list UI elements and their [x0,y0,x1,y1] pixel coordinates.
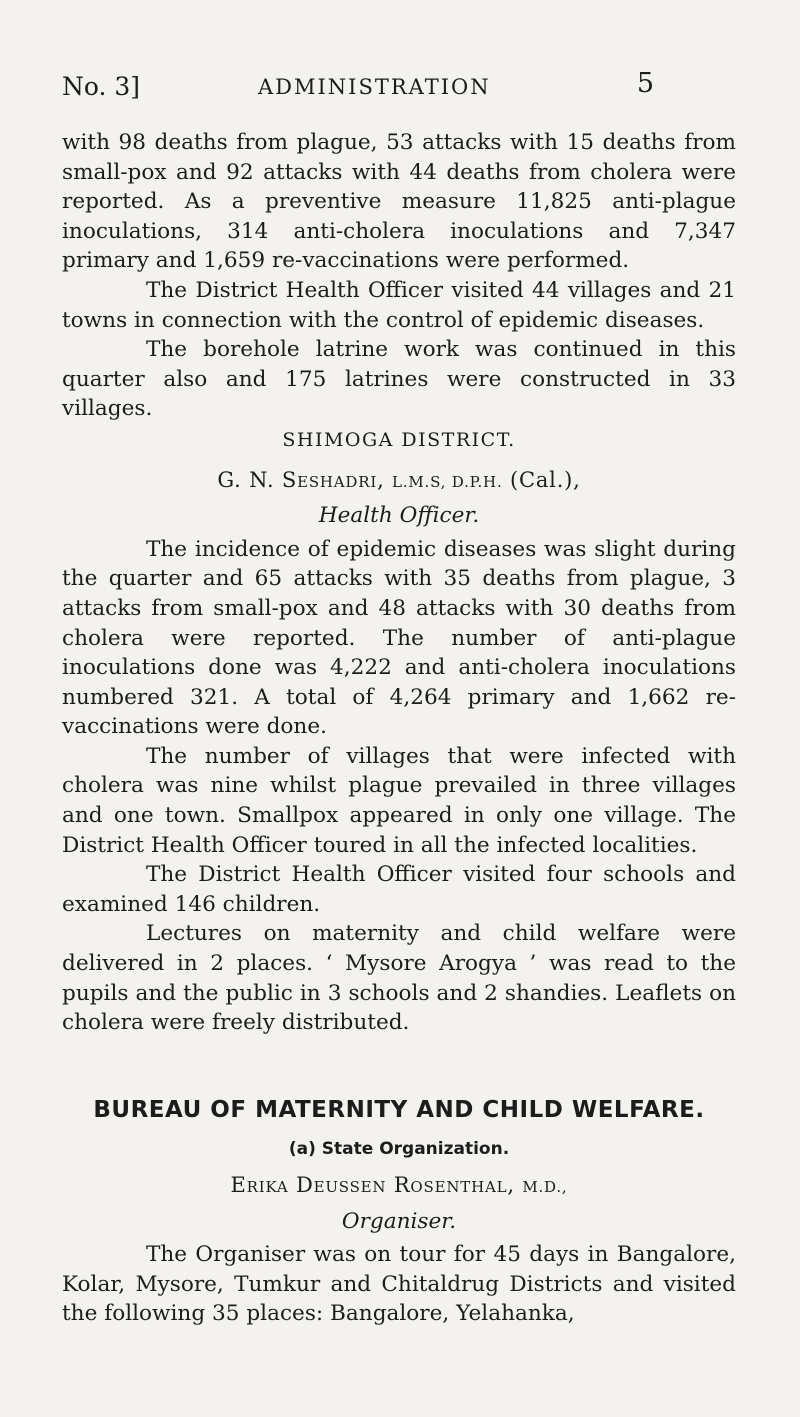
organiser-role: Organiser. [341,1208,457,1234]
officer-name: G. N. Seshadri, [217,467,385,492]
officer-name-line [62,466,736,498]
officer-suffix: (Cal.), [510,467,581,492]
header-title: ADMINISTRATION [258,75,491,99]
organiser-name-line [62,1171,736,1203]
paragraph: The Organiser was on tour for 45 days in Bangalore, Kolar, Mysore, Tumkur and Chitaldrug Districts and visited the following 35 places: Bangalore, Yelahanka, [62,1242,736,1327]
paragraph: The incidence of epidemic diseases was slight during the quarter and 65 attacks with 35 deaths from plague, 3 attacks from small-pox and 48 attacks with 30 deaths from cholera were reported. The number of anti-plague inoculations done was 4,222 and anti-cholera inoculations numbered 321. A total of 4,264 primary and 1,662 re-vaccinations were done. [62,536,736,740]
bureau-subheading: (a) State Organization. [288,1139,510,1160]
paragraph: with 98 deaths from plague, 53 attacks with 15 deaths from small-pox and 92 attacks with 44 deaths from cholera were reported. As a preventive measure 11,825 anti-plague inoculations, 314 anti-cholera inoculations and 7,347 primary and 1,659 re-vaccinations were performed. [62,130,736,274]
paragraph: The number of villages that were infected with cholera was nine whilst plague prevailed in three villages and one town. Smallpox appeared in only one village. The District Health Officer toured in all the infected localities. [62,743,736,858]
paragraph: Lectures on maternity and child welfare were delivered in 2 places. ‘ Mysore Arogya ’ was read to the pupils and the public in 3 schools and 2 shandies. Leaflets on cholera were freely distributed. [62,921,736,1036]
section-heading-shimoga: SHIMOGA DISTRICT. [282,428,516,451]
paragraph: The District Health Officer visited 44 villages and 21 towns in connection with the control of epidemic diseases. [62,277,736,333]
bureau-heading: BUREAU OF MATERNITY AND CHILD WELFARE. [93,1096,705,1123]
officer-role: Health Officer. [318,503,480,529]
page-body [62,128,736,1329]
officer-degrees: L.M.S, D.P.H. [392,472,503,491]
organiser-name: Erika Deussen Rosenthal, [230,1173,515,1197]
paragraph: The borehole latrine work was continued in this quarter also and 175 latrines were constructed in 33 villages. [62,337,736,422]
organiser-degrees: M.D., [522,1178,568,1196]
page-number: 5 [636,68,654,99]
page-header [0,68,800,112]
paragraph: The District Health Officer visited four schools and examined 146 children. [62,862,736,917]
header-number: No. 3] [62,72,141,101]
